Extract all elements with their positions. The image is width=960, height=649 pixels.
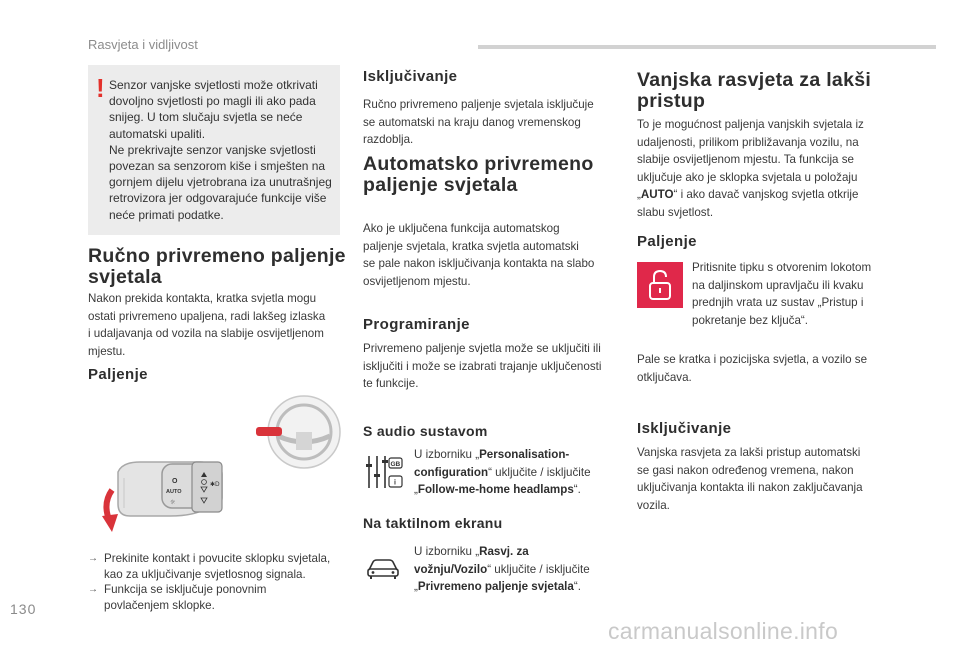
iskljucivanje-text-1: Ručno privremeno paljenje svjetala isključuje se automatski na kraju danog vremenskog razdoblja. [363, 98, 594, 147]
header-divider [478, 45, 936, 49]
stalk-label-auto: AUTO [166, 489, 182, 495]
paljenje-heading-2: Paljenje [637, 233, 697, 250]
unlock-button-icon [637, 262, 683, 308]
touchscreen-heading: Na taktilnom ekranu [363, 515, 503, 531]
svg-text:✱D: ✱D [210, 481, 220, 488]
touchscreen-instructions: U izborniku „Rasvj. za vožnju/Vozilo“ uključite / isključite „Privremeno paljenje svjetala“. [414, 545, 590, 594]
watermark: carmanualsonline.info [608, 618, 839, 644]
manual-lighting-intro: Nakon prekida kontakta, kratka svjetla mogu ostati privremeno upaljena, radi lakšeg izlaska i udaljavanja od vozila na slabije osvijetljenom mjestu. [88, 292, 326, 358]
arrow-right-icon: → [88, 553, 98, 564]
iskljucivanje-heading-2: Isključivanje [637, 420, 732, 437]
audio-icon-label-top: GB [390, 461, 401, 468]
access-lighting-title: Vanjska rasvjeta za lakši pristup [637, 69, 872, 112]
iskljucivanje-heading-1: Isključivanje [363, 68, 458, 85]
iskljucivanje-text-2: Vanjska rasvjeta za lakši pristup automatski se gasi nakon određenog vremena, nakon uključivanja kontakta ili nakon zaključavanja vozila. [637, 446, 863, 512]
programiranje-heading: Programiranje [363, 316, 470, 333]
bullet-item-1: → Prekinite kontakt i povucite sklopku svjetala, kao za uključivanje svjetlosnog signala. [88, 552, 331, 581]
steering-wheel-icon [256, 396, 340, 468]
paljenje-heading-1: Paljenje [88, 366, 148, 383]
warning-icon: ! [96, 73, 105, 103]
light-stalk-illustration [100, 392, 345, 534]
bullet-item-2: → Funkcija se isključuje ponovnim povlačenjem sklopke. [88, 583, 267, 612]
audio-instructions: U izborniku „Personalisation- configuration“ uključite / isključite „Follow-me-home headlamps“. [414, 448, 591, 497]
stalk-label-o: O [172, 478, 178, 485]
manual-lighting-title: Ručno privremeno paljenje svjetala [88, 245, 346, 288]
programiranje-text: Privremeno paljenje svjetla može se uključiti ili isključiti i može se izabrati trajanje uključenosti te funkcije. [363, 342, 602, 391]
section-header: Rasvjeta i vidljivost [88, 37, 198, 52]
audio-settings-icon [364, 452, 404, 492]
lights-on-text: Pale se kratka i pozicijska svjetla, a vozilo se otključava. [637, 353, 868, 384]
audio-heading: S audio sustavom [363, 423, 488, 439]
svg-text:☼: ☼ [170, 499, 176, 506]
access-lighting-intro: To je mogućnost paljenja vanjskih svjetala iz udaljenosti, prilikom približavanja vozilu, na slabije osvijetljenom mjestu. Ta funkcija se uključuje ako je sklopka svjetala u položaju „AUTO“ i ako davač vanjskog svjetla otkrije slabu svjetlost. [637, 118, 864, 219]
automatic-lighting-text: Ako je uključena funkcija automatskog paljenje svjetala, kratka svjetla automatski se pale nakon isključivanja kontakta na slabo osvijetljenom mjestu. [363, 222, 595, 288]
automatic-lighting-title: Automatsko privremeno paljenje svjetala [363, 153, 594, 196]
page-number: 130 [10, 601, 37, 617]
audio-icon-label-bottom: i [394, 479, 396, 487]
arrow-right-icon: → [88, 584, 98, 595]
unlock-instructions: Pritisnite tipku s otvorenim lokotom na daljinskom upravljaču ili kvaku prednjih vrata uz sustav „Pristup i pokretanje bez ključa“. [692, 261, 872, 327]
warning-text: Senzor vanjske svjetlosti može otkrivati dovoljno svjetlosti po magli ili ako pada snijeg. U tom slučaju svjetla se neće automatski upaliti. Ne prekrivajte senzor vanjske svjetlosti povezan sa senzorom kiše i smješten na gornjem dijelu vjetrobrana iza unutrašnjeg retrovizora jer odgovarajuće funkcije više neće primati podatke. [109, 78, 332, 222]
vehicle-icon [366, 556, 400, 580]
